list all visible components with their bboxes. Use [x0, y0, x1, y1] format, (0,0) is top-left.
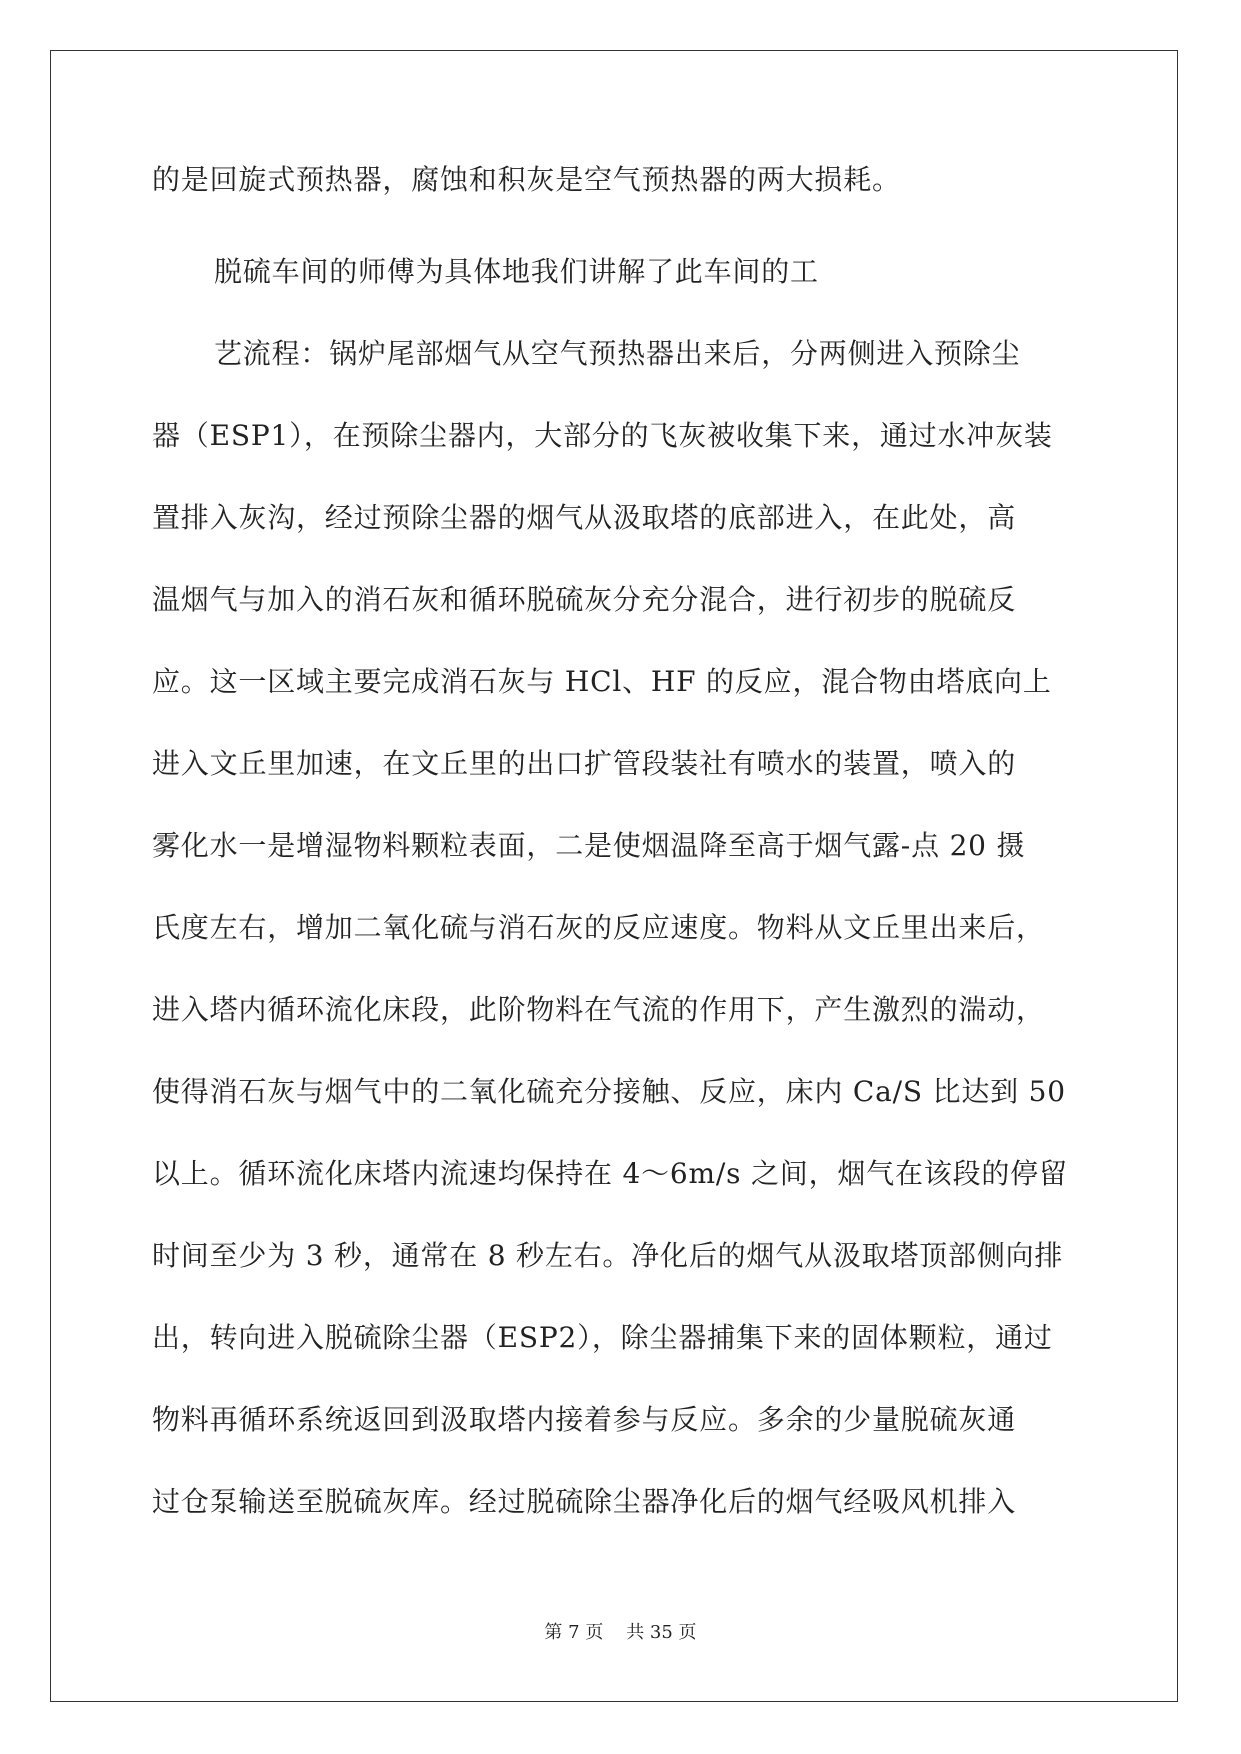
paragraph-start-line: 脱硫车间的师傅为具体地我们讲解了此车间的工 [214, 255, 819, 288]
text-line: 时间至少为 3 秒，通常在 8 秒左右。净化后的烟气从汲取塔顶部侧向排 [152, 1239, 1064, 1272]
document-body [152, 162, 1082, 1566]
text-line: 的是回旋式预热器，腐蚀和积灰是空气预热器的两大损耗。 [152, 163, 901, 196]
text-line: 物料再循环系统返回到汲取塔内接着参与反应。多余的少量脱硫灰通 [152, 1403, 1017, 1436]
text-line: 氏度左右，增加二氧化硫与消石灰的反应速度。物料从文丘里出来后， [152, 911, 1045, 944]
text-line: 以上。循环流化床塔内流速均保持在 4～6m/s 之间，烟气在该段的停留 [152, 1157, 1068, 1190]
text-line: 器（ESP1），在预除尘器内，大部分的飞灰被收集下来，通过水冲灰装 [152, 419, 1053, 452]
text-line: 雾化水一是增湿物料颗粒表面，二是使烟温降至高于烟气露-点 20 摄 [152, 829, 1026, 862]
text-line: 置排入灰沟，经过预除尘器的烟气从汲取塔的底部进入，在此处，高 [152, 501, 1017, 534]
text-line: 温烟气与加入的消石灰和循环脱硫灰分充分混合，进行初步的脱硫反 [152, 583, 1017, 616]
text-line: 进入塔内循环流化床段，此阶物料在气流的作用下，产生激烈的湍动， [152, 993, 1045, 1026]
text-line: 使得消石灰与烟气中的二氧化硫充分接触、反应，床内 Ca/S 比达到 50 [152, 1075, 1066, 1108]
text-line: 进入文丘里加速，在文丘里的出口扩管段装社有喷水的装置，喷入的 [152, 747, 1017, 780]
text-line: 应。这一区域主要完成消石灰与 HCl、HF 的反应，混合物由塔底向上 [152, 665, 1052, 698]
paragraph-start-line: 艺流程：锅炉尾部烟气从空气预热器出来后，分两侧进入预除尘 [214, 337, 1021, 370]
text-line: 过仓泵输送至脱硫灰库。经过脱硫除尘器净化后的烟气经吸风机排入 [152, 1485, 1017, 1518]
text-line: 出，转向进入脱硫除尘器（ESP2），除尘器捕集下来的固体颗粒，通过 [152, 1321, 1053, 1354]
page-number-footer: 第 7 页 共 35 页 [544, 1622, 697, 1643]
